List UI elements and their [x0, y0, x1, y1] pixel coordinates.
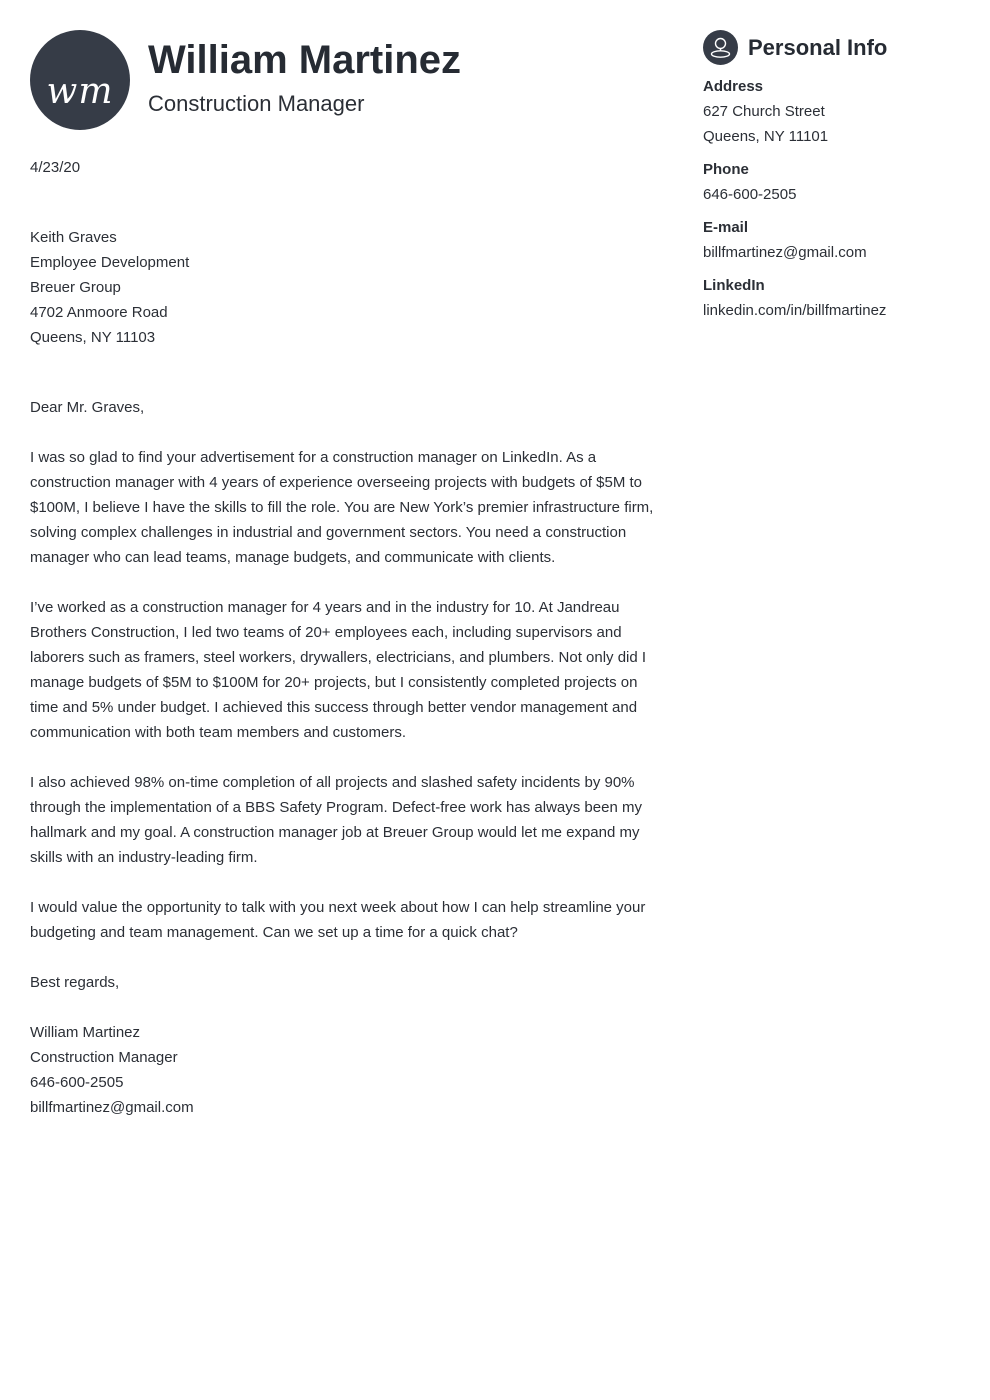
letter-date: 4/23/20 — [30, 159, 81, 176]
address-line-1: 627 Church Street — [703, 103, 825, 120]
person-icon — [703, 30, 738, 65]
monogram-initials: wm — [46, 71, 114, 112]
salutation: Dear Mr. Graves, — [30, 399, 145, 416]
recipient-block — [30, 225, 660, 350]
paragraph-experience: I’ve worked as a construction manager for 4 years and in the industry for 10. At Jandreau Brothers Construction, I led two teams of 20+ employees each, including supervisors and laborers such as framers, steel workers, drywallers, electricians, and plumbers. Not only did I manage budgets of $5M to $100M for 20+ projects, but I consistently completed projects on time and 5% under budget. I achieved this success through better vendor management and communication with both team members and customers. — [30, 599, 647, 741]
phone-section — [703, 157, 973, 207]
email-value: billfmartinez@gmail.com — [703, 244, 867, 261]
linkedin-label: LinkedIn — [703, 277, 765, 294]
applicant-name: William Martinez — [148, 38, 462, 82]
email-section — [703, 215, 973, 265]
signature-email: billfmartinez@gmail.com — [30, 1099, 194, 1116]
signature-phone: 646-600-2505 — [30, 1074, 124, 1091]
signature-name: William Martinez — [30, 1024, 141, 1041]
letter-body — [30, 155, 660, 1120]
applicant-title: Construction Manager — [148, 91, 365, 116]
recipient-street: 4702 Anmoore Road — [30, 304, 168, 321]
phone-label: Phone — [703, 161, 749, 178]
address-label: Address — [703, 78, 764, 95]
recipient-department: Employee Development — [30, 254, 190, 271]
paragraph-intro: I was so glad to find your advertisement for a construction manager on LinkedIn. As a construction manager with 4 years of experience overseeing projects with budgets of $5M to $100M, I believe I have the skills to fill the role. You are New York’s premier infrastructure firm, solving complex challenges in industrial and government sectors. You need a construction manager who can lead teams, manage budgets, and communicate with clients. — [30, 449, 654, 566]
address-section — [703, 74, 973, 149]
personal-info-sidebar — [703, 30, 973, 323]
closing: Best regards, — [30, 974, 120, 991]
recipient-name: Keith Graves — [30, 229, 117, 246]
personal-info-title: Personal Info — [748, 35, 888, 60]
signature-block — [30, 1020, 660, 1120]
email-label: E-mail — [703, 219, 749, 236]
linkedin-section — [703, 273, 973, 323]
signature-title: Construction Manager — [30, 1049, 178, 1066]
monogram-avatar — [30, 30, 130, 130]
paragraph-achievements: I also achieved 98% on-time completion of all projects and slashed safety incidents by 90% through the implementation of a BBS Safety Program. Defect-free work has always been my hallmark and my goal. A construction manager job at Breuer Group would let me expand my skills with an industry-leading firm. — [30, 774, 642, 866]
recipient-company: Breuer Group — [30, 279, 121, 296]
personal-info-header — [703, 30, 973, 66]
phone-value: 646-600-2505 — [703, 186, 797, 203]
paragraph-call-to-action: I would value the opportunity to talk with you next week about how I can help streamline your budgeting and team management. Can we set up a time for a quick chat? — [30, 899, 646, 941]
address-line-2: Queens, NY 11101 — [703, 128, 829, 145]
recipient-city: Queens, NY 11103 — [30, 329, 156, 346]
linkedin-value: linkedin.com/in/billfmartinez — [703, 302, 887, 319]
